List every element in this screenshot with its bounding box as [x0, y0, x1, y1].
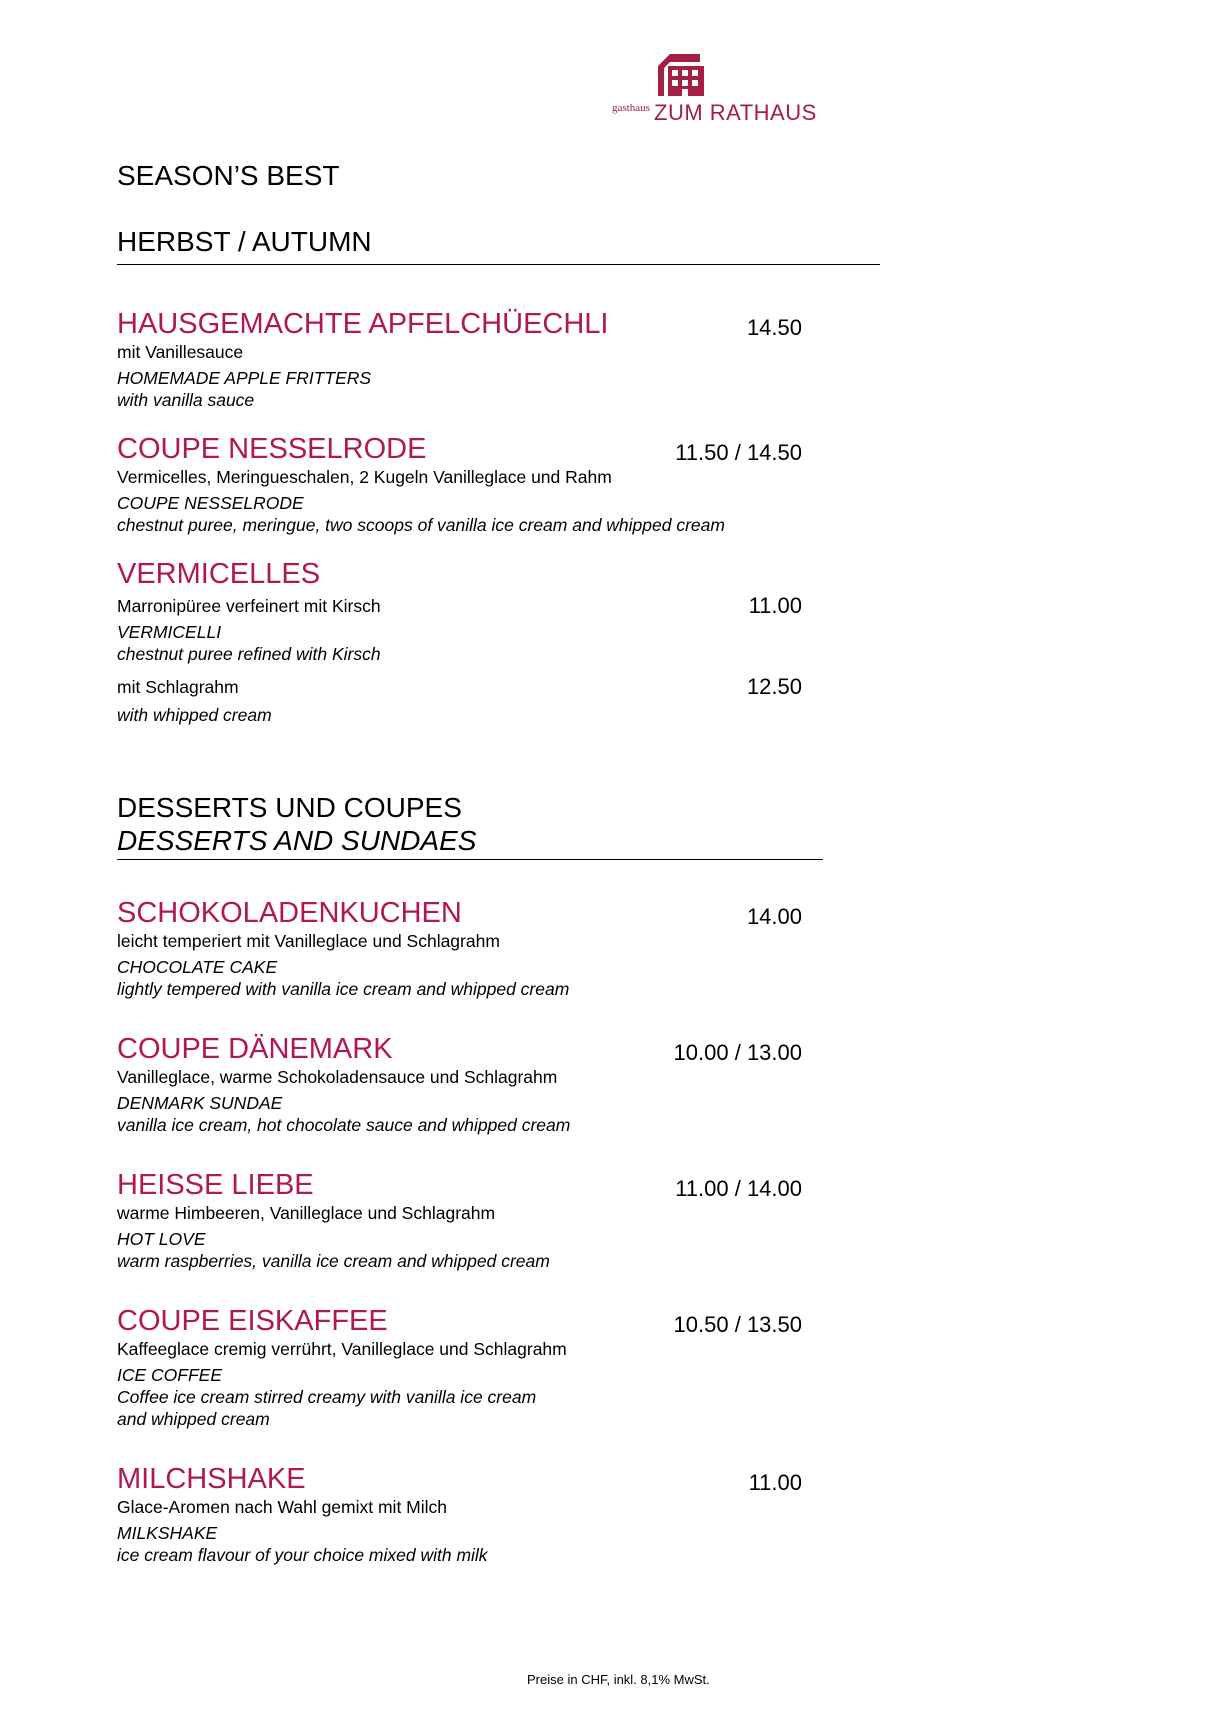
logo-main-text: ZUM RATHAUS: [654, 100, 817, 125]
item-title-en: MILKSHAKE: [117, 1523, 218, 1543]
section-divider: [117, 264, 880, 265]
item-price: 10.50 / 13.50: [673, 1312, 802, 1337]
item-title: SCHOKOLADENKUCHEN: [117, 897, 462, 929]
item-price: 11.00 / 14.00: [675, 1176, 802, 1201]
seasons-best-heading: SEASON’S BEST: [117, 160, 340, 191]
item-price: 11.50 / 14.50: [675, 440, 802, 465]
item-title: HAUSGEMACHTE APFELCHÜECHLI: [117, 308, 609, 340]
desserts-heading-en: DESSERTS AND SUNDAES: [117, 825, 477, 856]
item-price: 14.00: [746, 904, 802, 929]
item-description-de: Vermicelles, Meringueschalen, 2 Kugeln Vanilleglace und Rahm: [117, 467, 612, 487]
item-price: 10.00 / 13.00: [673, 1040, 802, 1065]
item-title-en: VERMICELLI: [117, 622, 222, 642]
item-title: COUPE NESSELRODE: [117, 433, 427, 465]
item-title-en: HOT LOVE: [117, 1229, 206, 1249]
item-description-en: warm raspberries, vanilla ice cream and whipped cream: [117, 1251, 550, 1271]
item-title: VERMICELLES: [117, 558, 321, 590]
item-title: HEISSE LIEBE: [117, 1169, 314, 1201]
autumn-heading: HERBST / AUTUMN: [117, 226, 372, 257]
item-option-en: with whipped cream: [117, 705, 272, 725]
item-price: 11.00: [748, 593, 802, 618]
item-description-de: Marronipüree verfeinert mit Kirsch: [117, 596, 381, 616]
item-description-de: mit Vanillesauce: [117, 342, 244, 362]
item-description-en: lightly tempered with vanilla ice cream and whipped cream: [117, 979, 570, 999]
item-title-en: CHOCOLATE CAKE: [117, 957, 278, 977]
item-description-en: ice cream flavour of your choice mixed with milk: [117, 1545, 488, 1565]
item-title: COUPE EISKAFFEE: [117, 1305, 388, 1337]
item-description-de: Kaffeeglace cremig verrührt, Vanilleglace und Schlagrahm: [117, 1339, 567, 1359]
item-description-en: Coffee ice cream stirred creamy with vanilla ice cream: [117, 1387, 537, 1407]
item-description-de: Vanilleglace, warme Schokoladensauce und Schlagrahm: [117, 1067, 558, 1087]
item-description-en: chestnut puree, meringue, two scoops of vanilla ice cream and whipped cream: [117, 515, 725, 535]
item-title-en: ICE COFFEE: [117, 1365, 223, 1385]
item-description-en: chestnut puree refined with Kirsch: [117, 644, 381, 664]
item-title-en: DENMARK SUNDAE: [117, 1093, 283, 1113]
item-description-de: warme Himbeeren, Vanilleglace und Schlagrahm: [117, 1203, 496, 1223]
logo-small-text: gasthaus: [612, 102, 650, 114]
building-logo-icon: [656, 52, 708, 98]
item-description-de: Glace-Aromen nach Wahl gemixt mit Milch: [117, 1497, 448, 1517]
item-option-de: mit Schlagrahm: [117, 677, 239, 697]
item-title-en: COUPE NESSELRODE: [117, 493, 304, 513]
item-description-en: with vanilla sauce: [117, 390, 255, 410]
item-price: 14.50: [746, 315, 802, 340]
item-title: COUPE DÄNEMARK: [117, 1033, 393, 1065]
item-price: 11.00: [748, 1470, 802, 1495]
item-description-en-continued: and whipped cream: [117, 1409, 270, 1429]
desserts-heading: DESSERTS UND COUPES: [117, 792, 462, 823]
section-divider: [117, 859, 823, 860]
restaurant-logo: [612, 52, 817, 132]
item-description-en: vanilla ice cream, hot chocolate sauce and whipped cream: [117, 1115, 571, 1135]
item-title: MILCHSHAKE: [117, 1463, 306, 1495]
item-title-en: HOMEMADE APPLE FRITTERS: [117, 368, 372, 388]
item-option-price: 12.50: [746, 674, 802, 699]
price-footnote: Preise in CHF, inkl. 8,1% MwSt.: [527, 1672, 710, 1687]
item-description-de: leicht temperiert mit Vanilleglace und Schlagrahm: [117, 931, 500, 951]
